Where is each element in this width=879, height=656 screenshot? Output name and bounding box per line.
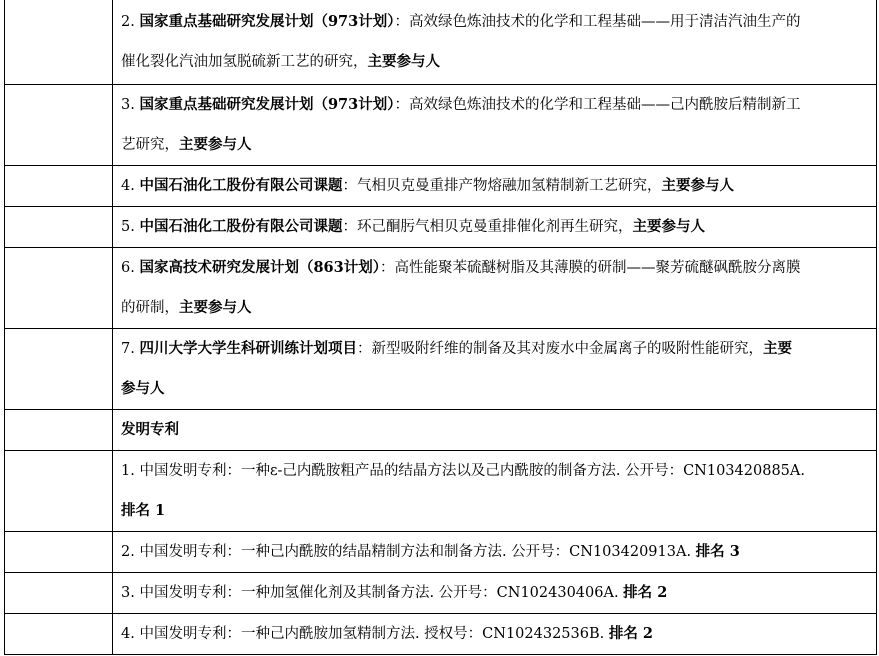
table-row: [5, 0, 877, 85]
project-text: ：高效绿色炼油技术的化学和工程基础——用于清洁汽油生产的: [394, 14, 801, 30]
project-index: 4.: [121, 178, 135, 194]
project-item-4: [113, 166, 877, 207]
project-text: ：新型吸附纤维的制备及其对废水中金属离子的吸附性能研究，: [356, 341, 763, 357]
patent-index: 4.: [121, 626, 135, 642]
patent-text: 中国发明专利：一种ε-己内酰胺粗产品的结晶方法以及己内酰胺的制备方法. 公开号：CN103420885A.: [139, 463, 805, 479]
patent-item-2: [113, 532, 877, 573]
left-cell: [5, 573, 113, 614]
table-row: [5, 573, 877, 614]
patent-index: 1.: [121, 463, 135, 479]
left-cell: [5, 85, 113, 166]
project-text-cont: 催化裂化汽油加氢脱硫新工艺的研究，: [121, 54, 368, 70]
table-row: [5, 614, 877, 655]
patent-rank: 排名 3: [695, 543, 740, 560]
table-row: [5, 248, 877, 329]
left-cell: [5, 329, 113, 410]
project-index: 7.: [121, 341, 135, 357]
project-source: 国家重点基础研究发展计划（973计划）: [139, 96, 395, 113]
patent-rank: 排名 1: [121, 502, 166, 519]
patent-text: 中国发明专利：一种己内酰胺加氢精制方法. 授权号：CN102432536B.: [139, 626, 605, 642]
project-text: ：气相贝克曼重排产物熔融加氢精制新工艺研究，: [342, 178, 662, 194]
project-item-7: [113, 329, 877, 410]
project-source: 中国石油化工股份有限公司课题: [139, 177, 343, 194]
left-cell: [5, 248, 113, 329]
project-text-cont: 艺研究，: [121, 137, 179, 153]
project-text: ：高性能聚苯硫醚树脂及其薄膜的研制——聚芳硫醚砜酰胺分离膜: [379, 260, 801, 276]
project-index: 2.: [121, 14, 135, 30]
project-item-6: [113, 248, 877, 329]
patent-index: 3.: [121, 585, 135, 601]
left-cell: [5, 410, 113, 451]
left-cell: [5, 0, 113, 85]
project-item-2: [113, 0, 877, 85]
project-source: 国家重点基础研究发展计划（973计划）: [139, 13, 395, 30]
left-cell: [5, 614, 113, 655]
project-source: 国家高技术研究发展计划（863计划）: [139, 259, 380, 276]
table-row: [5, 532, 877, 573]
table-row: [5, 85, 877, 166]
table-row: [5, 329, 877, 410]
resume-table: [4, 0, 877, 655]
project-text: ：高效绿色炼油技术的化学和工程基础——己内酰胺后精制新工: [394, 97, 801, 113]
project-role: 主要参与人: [661, 177, 734, 194]
project-index: 3.: [121, 97, 135, 113]
project-text-cont: 的研制，: [121, 300, 179, 316]
patent-text: 中国发明专利：一种加氢催化剂及其制备方法. 公开号：CN102430406A.: [139, 585, 619, 601]
left-cell: [5, 166, 113, 207]
table-row: [5, 451, 877, 532]
patent-rank: 排名 2: [623, 584, 668, 601]
patent-item-1: [113, 451, 877, 532]
project-index: 5.: [121, 219, 135, 235]
patent-item-4: [113, 614, 877, 655]
patent-rank: 排名 2: [608, 625, 653, 642]
project-source: 中国石油化工股份有限公司课题: [139, 218, 343, 235]
patent-index: 2.: [121, 544, 135, 560]
left-cell: [5, 207, 113, 248]
project-index: 6.: [121, 260, 135, 276]
project-role: 主要参与人: [179, 299, 252, 316]
project-item-5: [113, 207, 877, 248]
table-row: [5, 410, 877, 451]
project-source: 四川大学大学生科研训练计划项目: [139, 340, 357, 357]
project-role: 主要: [762, 340, 792, 357]
project-role: 主要参与人: [367, 53, 440, 70]
section-heading-cell: [113, 410, 877, 451]
project-role: 主要参与人: [179, 136, 252, 153]
patents-heading: 发明专利: [121, 421, 179, 438]
project-role: 主要参与人: [632, 218, 705, 235]
project-role-cont: 参与人: [121, 380, 165, 397]
patent-item-3: [113, 573, 877, 614]
left-cell: [5, 451, 113, 532]
project-text: ：环己酮肟气相贝克曼重排催化剂再生研究，: [342, 219, 633, 235]
patent-text: 中国发明专利：一种己内酰胺的结晶精制方法和制备方法. 公开号：CN103420913A.: [139, 544, 692, 560]
left-cell: [5, 532, 113, 573]
project-item-3: [113, 85, 877, 166]
table-row: [5, 207, 877, 248]
table-row: [5, 166, 877, 207]
